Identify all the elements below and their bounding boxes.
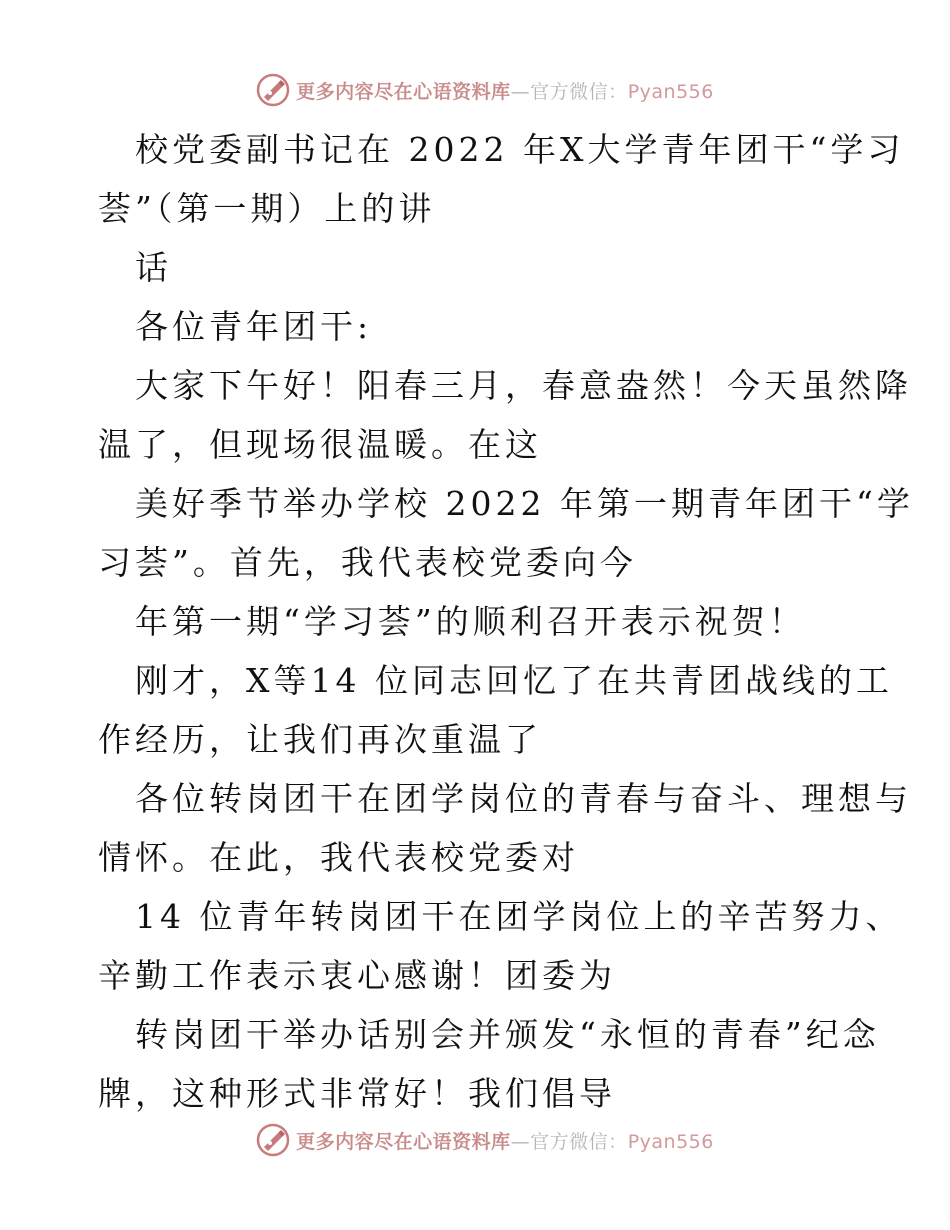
watermark-main: 更多内容尽在心语资料库 (296, 80, 511, 103)
watermark-sub: 官方微信： (530, 1130, 628, 1153)
text-line: 年第一期“学习荟”的顺利召开表示祝贺！ (135, 602, 806, 641)
watermark-dash: — (510, 80, 531, 103)
watermark-group (256, 1123, 714, 1157)
text-line: 习荟”。首先，我代表校党委向今 (98, 543, 637, 582)
text-line: 大家下午好！阳春三月，春意盎然！今天虽然降 (135, 366, 912, 405)
watermark-text (296, 1127, 714, 1154)
watermark-id: Pyan556 (627, 1130, 714, 1153)
text-line: 荟”（第一期）上的讲 (98, 189, 436, 228)
watermark-sub: 官方微信： (530, 80, 628, 103)
text-line: 刚才，X等14 位同志回忆了在共青团战线的工 (135, 661, 893, 700)
watermark-dash: — (510, 1130, 531, 1153)
text-line: 美好季节举办学校 2022 年第一期青年团干“学 (135, 484, 914, 523)
text-line: 作经历，让我们再次重温了 (98, 720, 542, 759)
text-line: 牌，这种形式非常好！我们倡导 (98, 1074, 616, 1113)
pen-logo-icon (256, 1123, 290, 1157)
document-body (98, 120, 914, 1123)
watermark-id: Pyan556 (627, 80, 714, 103)
text-line: 话 (135, 248, 172, 287)
watermark-group (256, 73, 714, 107)
text-line: 情怀。在此，我代表校党委对 (98, 838, 579, 877)
text-line: 辛勤工作表示衷心感谢！团委为 (98, 956, 616, 995)
watermark-main: 更多内容尽在心语资料库 (296, 1130, 511, 1153)
header-watermark (0, 70, 950, 110)
text-line: 温了，但现场很温暖。在这 (98, 425, 542, 464)
text-line: 各位青年团干: (135, 307, 373, 346)
text-line: 转岗团干举办话别会并颁发“永恒的青春”纪念 (135, 1015, 880, 1054)
text-line: 各位转岗团干在团学岗位的青春与奋斗、理想与 (135, 779, 912, 818)
pen-logo-icon (256, 73, 290, 107)
footer-watermark (0, 1120, 950, 1160)
watermark-text (296, 77, 714, 104)
text-line: 14 位青年转岗团干在团学岗位上的辛苦努力、 (135, 897, 903, 936)
text-line: 校党委副书记在 2022 年X大学青年团干“学习 (135, 130, 905, 169)
